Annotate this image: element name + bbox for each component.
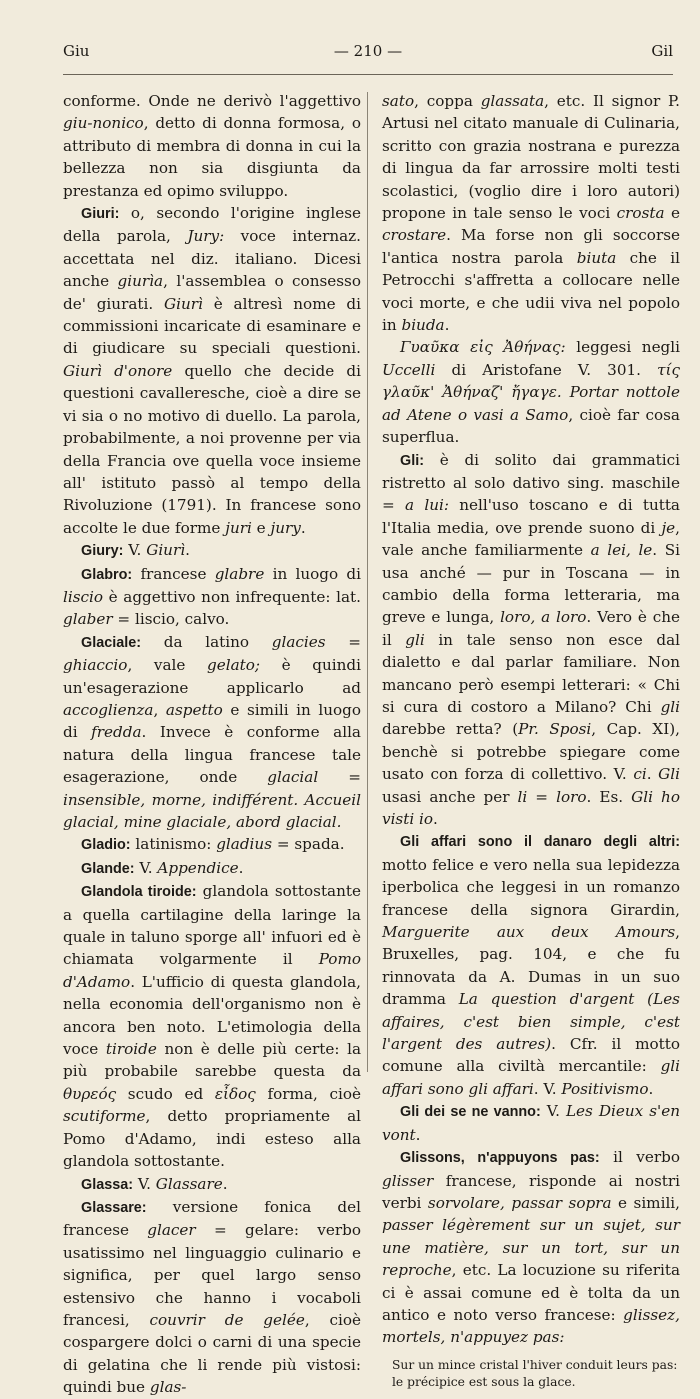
- body-text: . Ma forse non gli soccorse l'antica nostra parola: [382, 226, 680, 267]
- italic-text: gli affari sono gli affari: [382, 1057, 680, 1098]
- entry-continuation: [63, 90, 361, 202]
- body-text: .: [185, 541, 190, 560]
- header-right-guideword: Gil: [651, 42, 673, 60]
- body-text: , detto di donna formosa, o attributo di membra di donna in cui la bellezza non sia disgiunta da prestanza ed opimo sviluppo.: [63, 114, 361, 200]
- entry-glauka-eis-athenas: [382, 336, 680, 448]
- entry-glassare-continuation: [382, 90, 680, 336]
- body-text: , Bruxelles, pag. 104, e che fu rinnovata da A. Dumas in un suo dramma: [382, 923, 680, 1009]
- italic-text: Pomo d'Adamo: [63, 950, 361, 991]
- headword: Glassa:: [81, 1176, 133, 1193]
- italic-text: liscio: [63, 587, 104, 606]
- body-text: non è delle più certe: la più probabile sarebbe questa da: [63, 1040, 362, 1081]
- entry-gladio: [63, 833, 361, 856]
- body-text: . Si usa anché — pur in Toscana — in cambio della forma letteraria, ma greve e lunga,: [382, 541, 680, 627]
- body-text: = gelare: verbo usatissimo nel linguaggio culinario e significa, per quel largo senso estensivo che hanno i vocaboli francesi,: [63, 1221, 361, 1329]
- body-text: il verbo: [599, 1148, 680, 1167]
- italic-text: Jury:: [187, 227, 225, 246]
- headword: Giuri:: [81, 206, 120, 223]
- body-text: .: [433, 810, 438, 828]
- italic-text: Giurì d'onore: [63, 361, 173, 380]
- entry-giuri: [63, 202, 361, 539]
- body-text: , etc. La locuzione su riferita ci è assai comune ed è tolta da un antico e noto verso francese:: [382, 1261, 680, 1324]
- body-text: =: [527, 787, 557, 806]
- italic-text: gelato;: [207, 656, 261, 675]
- page-number: — 210 —: [333, 42, 403, 60]
- italic-text: glassata: [480, 92, 545, 110]
- body-text: ,: [153, 700, 166, 719]
- body-text: è aggettivo non infrequente: lat.: [103, 587, 361, 606]
- italic-text: Les Dieux s'en vont: [382, 1102, 680, 1144]
- body-text: , Cap. XI), benchè si potrebbe spiegare come usato con forza di collettivo. V.: [382, 720, 680, 784]
- body-text: , l'assemblea o consesso de' giurati.: [63, 272, 361, 313]
- body-text: .: [648, 1079, 654, 1098]
- italic-text: Marguerite aux deux Amours: [382, 923, 676, 942]
- entry-gli: [382, 449, 680, 831]
- italic-text: Glassare: [155, 1174, 223, 1193]
- headword: Glande:: [81, 860, 135, 877]
- entry-glassa: [63, 1173, 361, 1196]
- entry-glabro: [63, 563, 361, 631]
- body-text: . Invece è conforme alla natura della lingua francese tale esagerazione, onde: [63, 723, 361, 787]
- italic-text: gli: [660, 697, 680, 716]
- italic-text: a lei, le: [590, 541, 653, 560]
- body-text: . L'ufficio di questa glandola, nella economia dell'organismo non è ancora ben noto. L'etimologia della voce: [63, 972, 361, 1059]
- body-text: usasi anche per: [382, 787, 518, 806]
- italic-text: glaber: [63, 610, 113, 629]
- italic-text: li: [517, 787, 528, 806]
- body-text: latinismo:: [130, 835, 217, 854]
- body-text: darebbe retta? (: [382, 720, 519, 739]
- italic-text: scutiforme: [63, 1107, 146, 1126]
- italic-text: τίς γλαῦκ' Ἀθήναζ' ἤγαγε. Portar nottole ad Atene o vasi a Samo: [382, 360, 680, 424]
- body-text: e: [251, 518, 271, 537]
- body-text: .: [646, 765, 659, 784]
- body-text: .: [222, 1174, 228, 1193]
- italic-text: sato: [382, 92, 415, 110]
- body-text: .: [415, 1125, 421, 1144]
- body-text: francese: [132, 564, 215, 583]
- body-text: V.: [540, 1102, 566, 1121]
- italic-text: je: [661, 518, 676, 537]
- italic-text: Appendice: [157, 858, 239, 877]
- entry-gli-dei: [382, 1100, 680, 1146]
- header-left-guideword: Giu: [63, 42, 90, 60]
- body-text: in tale senso non esce dal dialetto e dal parlar familiare. Non mancano però esempi letterari: « Chi si cura di costoro a Milano? Chi: [382, 630, 680, 716]
- italic-text: juri: [225, 518, 252, 537]
- italic-text: biuda: [401, 316, 445, 335]
- body-text: quello che decide di questioni cavalleresche, cioè a dire se vi sia o no motivo di duello. La parola, probabilmente, a noi provenne per via della Francia ove quella voce insieme all' istituto passò al tempo della Rivoluzione (1791). In francese sono accolte le due forme: [63, 361, 361, 537]
- italic-text: glacies = ghiaccio: [63, 632, 361, 675]
- body-text: .: [300, 518, 306, 537]
- italic-text: La question d'argent (Les affaires, c'est bien simple, c'est l'argent des autres): [382, 990, 680, 1054]
- italic-text: loro: [556, 787, 587, 806]
- italic-text: Giurì: [164, 294, 203, 313]
- italic-text: glissez, mortels, n'appuyez pas:: [382, 1305, 680, 1347]
- italic-text: glisser: [382, 1171, 434, 1190]
- headword: Glassare:: [81, 1199, 147, 1216]
- italic-text: glacial = insensible, morne, indifférent. Accueil glacial, mine glaciale, abord glacial.: [63, 768, 361, 831]
- italic-text: Gli: [658, 765, 680, 784]
- italic-text: ci: [633, 765, 647, 784]
- entry-gli-affari: [382, 830, 680, 1100]
- body-text: , vale anche familiarmente: [382, 518, 680, 560]
- body-text: e simili,: [611, 1193, 680, 1212]
- body-text: e simili in luogo di: [63, 700, 361, 742]
- italic-text: passer légèrement sur un sujet, sur une matière, sur un tort, sur un reproche: [382, 1216, 680, 1280]
- body-text: in luogo di: [264, 564, 361, 583]
- italic-text: aspetto: [165, 700, 223, 719]
- entry-giury: [63, 539, 361, 562]
- italic-text: Γυαῦκα εἰς Ἀθήνας:: [400, 338, 566, 357]
- body-text: nell'uso toscano e di tutta l'Italia media, ove prende suono di: [382, 496, 680, 537]
- italic-text: θυρεός: [63, 1084, 117, 1103]
- headword: Glissons, n'appuyons pas:: [400, 1150, 600, 1167]
- italic-text: Giurì: [146, 541, 186, 560]
- italic-text: Uccelli: [382, 360, 436, 379]
- body-text: forma, cioè: [255, 1084, 361, 1103]
- body-text: . Cfr. il motto comune alla civiltà mercantile:: [382, 1035, 680, 1076]
- headword: Gladio:: [81, 837, 131, 854]
- italic-text: glabre: [214, 564, 265, 583]
- italic-text: εἶδος: [214, 1084, 256, 1103]
- entry-glissons: [382, 1146, 680, 1349]
- body-text: leggesi negli: [565, 338, 680, 357]
- italic-text: a lui:: [405, 496, 449, 515]
- body-text: o, secondo l'origine inglese della parola,: [63, 204, 361, 246]
- verse-line: le précipice est sous la glace.: [392, 1374, 576, 1389]
- italic-text: crostare: [382, 226, 447, 245]
- italic-text: Gli ho visti io: [382, 787, 680, 828]
- italic-text: Positivismo: [561, 1079, 649, 1098]
- italic-text: fredda: [91, 723, 142, 742]
- body-text: scudo ed: [116, 1084, 215, 1103]
- body-text: motto felice e vero nella sua lepidezza iperbolica che leggesi in un romanzo francese della signora Girardin,: [382, 855, 680, 919]
- italic-text: glacer: [147, 1221, 196, 1240]
- body-text: . Vero è che il: [382, 608, 680, 649]
- italic-text: gladius: [216, 835, 272, 854]
- left-column: [63, 90, 361, 1399]
- body-text: conforme. Onde ne derivò l'aggettivo: [63, 92, 361, 110]
- entry-glassare: [63, 1196, 361, 1399]
- body-text: francese, risponde ai nostri verbi: [382, 1171, 680, 1212]
- italic-text: Pr. Sposi: [518, 720, 592, 739]
- italic-text: sorvolare, passar sopra: [427, 1193, 612, 1212]
- entry-glande: [63, 857, 361, 880]
- italic-text: accoglienza: [63, 700, 154, 719]
- body-text: , cioè far cosa superflua.: [382, 405, 680, 447]
- body-text: è di solito dai grammatici ristretto al solo dativo sing. maschile =: [382, 450, 680, 515]
- body-text: V.: [133, 1174, 156, 1193]
- headword: Gli:: [400, 452, 424, 469]
- headword: Gli affari sono il danaro degli altri:: [400, 834, 680, 851]
- headword: Giury:: [81, 543, 124, 560]
- body-text: V.: [123, 541, 147, 560]
- italic-text: giurìa: [117, 272, 164, 291]
- body-text: da latino: [141, 632, 272, 651]
- italic-text: crosta: [616, 204, 665, 223]
- body-text: , coppa: [414, 92, 481, 110]
- italic-text: gli: [405, 630, 425, 649]
- verse-quote: [382, 1357, 680, 1391]
- running-header: [63, 42, 673, 64]
- body-text: , vale: [127, 656, 208, 675]
- entry-glaciale: [63, 631, 361, 834]
- body-text: glandola sottostante a quella cartilagine della laringe la quale in taluno sporge all' infuori ed è chiamata volgarmente il: [63, 882, 361, 969]
- italic-text: jury: [270, 518, 301, 537]
- body-text: voce internaz. accettata nel diz. italiano. Dicesi anche: [63, 227, 362, 291]
- body-text: . V.: [533, 1079, 562, 1098]
- body-text: , etc. Il signor P. Artusi nel citato manuale di Culinaria, scritto con grazia nostrana e purezza di lingua da far arrossire molti testi scolastici, (voglio dire i loro autori) propone in tale senso le voci: [382, 92, 680, 223]
- body-text: .: [444, 316, 450, 335]
- italic-text: tiroide: [105, 1040, 157, 1059]
- italic-text: glas-: [149, 1378, 187, 1397]
- entry-glandola-tiroide: [63, 880, 361, 1172]
- right-column: [382, 90, 680, 1391]
- body-text: che il Petrocchi s'affretta a collocare nelle voci morte, e che udii viva nel popolo in: [382, 248, 680, 335]
- body-text: . Es.: [586, 787, 632, 806]
- body-text: , cioè cospargere dolci o carni di una specie di gelatina che li rende più vistosi: quindi bue: [63, 1310, 361, 1397]
- headword: Gli dei se ne vanno:: [400, 1104, 541, 1121]
- body-text: è altresì nome di commissioni incaricate di esaminare e di giudicare su speciali questioni.: [63, 294, 361, 358]
- headword: Glaciale:: [81, 634, 141, 651]
- italic-text: biuta: [576, 248, 617, 267]
- italic-text: giu-nonico: [63, 114, 144, 133]
- body-text: è quindi un'esagerazione applicarlo ad: [63, 656, 361, 697]
- body-text: = spada.: [272, 835, 345, 854]
- body-text: V.: [134, 858, 158, 877]
- body-text: , detto propriamente al Pomo d'Adamo, indi esteso alla glandola sottostante.: [63, 1107, 361, 1171]
- column-divider: [367, 92, 368, 1072]
- verse-line: Sur un mince cristal l'hiver conduit leurs pas:: [392, 1357, 678, 1372]
- headword: Glandola tiroide:: [81, 884, 197, 901]
- italic-text: loro, a loro: [500, 608, 587, 627]
- body-text: di Aristofane V. 301.: [435, 360, 658, 379]
- body-text: e: [664, 204, 680, 223]
- italic-text: couvrir de gelée: [149, 1310, 305, 1329]
- body-text: versione fonica del francese: [63, 1197, 361, 1240]
- headword: Glabro:: [81, 566, 133, 583]
- body-text: .: [238, 858, 244, 877]
- header-rule: [63, 74, 673, 75]
- body-text: = liscio, calvo.: [112, 610, 230, 629]
